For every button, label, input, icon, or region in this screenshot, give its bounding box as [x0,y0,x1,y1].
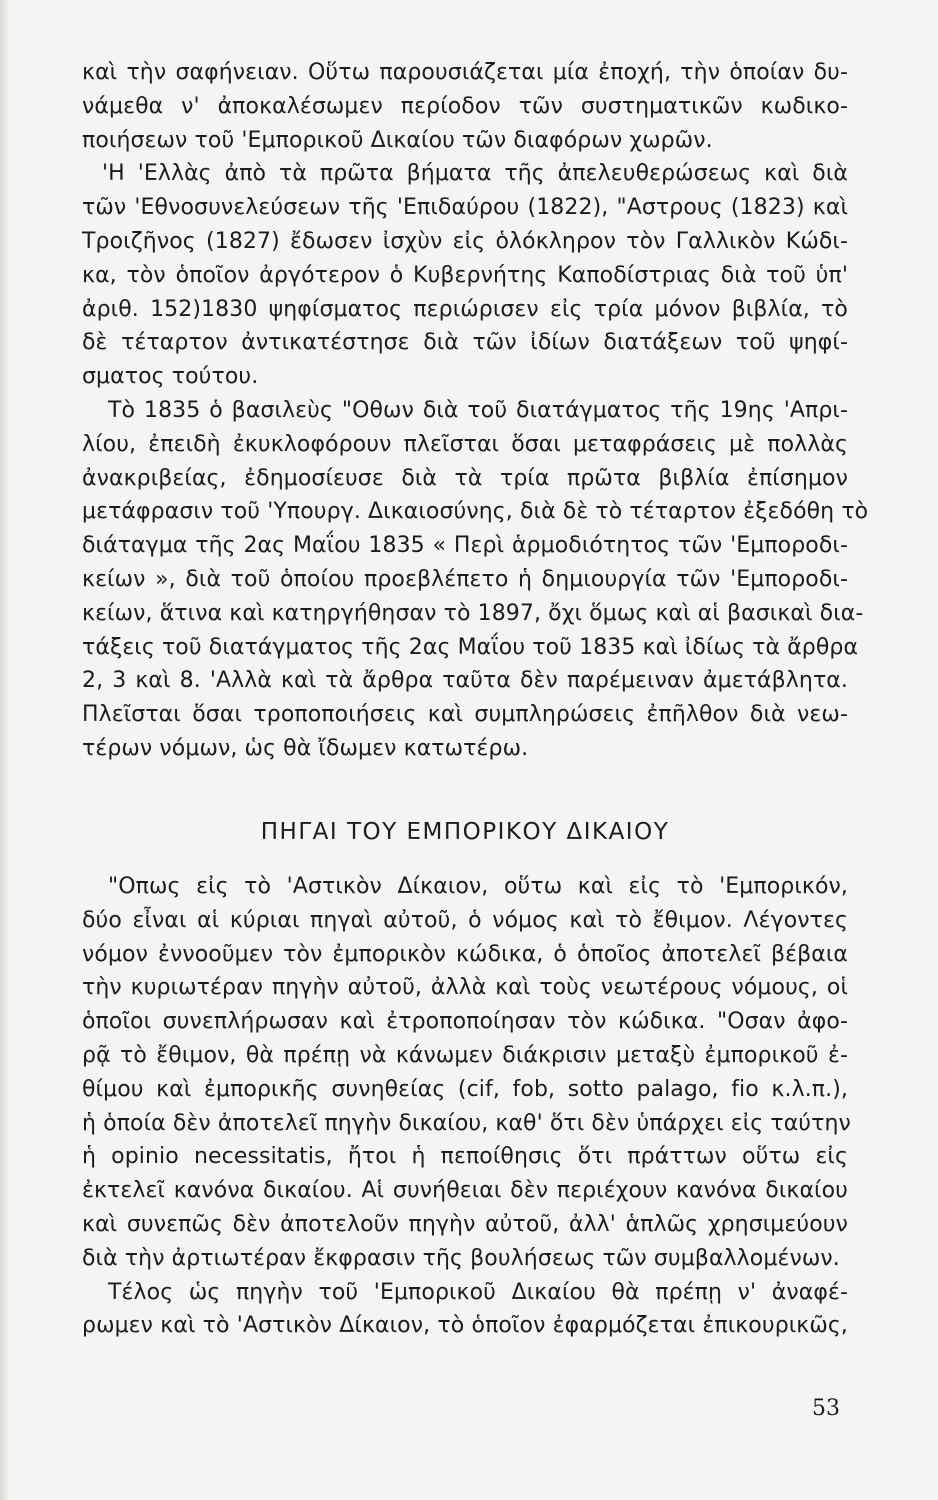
section-heading-block [82,815,848,849]
text-line: ἡ ὁποία δὲν ἀποτελεῖ πηγὴν δικαίου, καθ' ὅτι δὲν ὑπάρχει εἰς ταύτην [82,1110,851,1136]
text-line: Τέλος ὡς πηγὴν τοῦ 'Εμπορικοῦ Δικαίου θὰ πρέπῃ ν' ἀναφέ- [108,1279,848,1305]
text-line: νόμον ἐννοοῦμεν τὸν ἐμπορικὸν κώδικα, ὁ ὁποῖος ἀποτελεῖ βέβαια [82,941,848,967]
text-line: διάταγμα τῆς 2ας Μαΐου 1835 « Περὶ ἁρμοδιότητος τῶν 'Εμποροδι- [82,533,848,559]
text-line: ἀριθ. 152)1830 ψηφίσματος περιώρισεν εἰς τρία μόνον βιβλία, τὸ [82,296,848,322]
text-line: ἀνακριβείας, ἐδημοσίευσε διὰ τὰ τρία πρῶτα βιβλία ἐπίσημον [82,465,848,491]
text-line: δύο εἶναι αἱ κύριαι πηγαὶ αὐτοῦ, ὁ νόμος καὶ τὸ ἔθιμον. Λέγοντες [82,907,848,933]
paragraph-5 [82,1276,848,1344]
text-line: 2, 3 καὶ 8. 'Αλλὰ καὶ τὰ ἄρθρα ταῦτα δὲν παρέμειναν ἀμετάβλητα. [82,668,848,694]
paragraph-2 [82,157,848,394]
text-line: ρᾷ τὸ ἔθιμον, θὰ πρέπῃ νὰ κάνωμεν διάκρισιν μεταξὺ ἐμπορικοῦ ἐ- [82,1042,848,1068]
text-line: μετάφρασιν τοῦ 'Υπουργ. Δικαιοσύνης, διὰ δὲ τὸ τέταρτον ἐξεδόθη τὸ [82,499,869,525]
text-line: τάξεις τοῦ διατάγματος τῆς 2ας Μαΐου τοῦ 1835 καὶ ἰδίως τὰ ἄρθρα [82,634,859,660]
text-line: Πλεῖσται ὅσαι τροποποιήσεις καὶ συμπληρώσεις ἐπῆλθον διὰ νεω- [82,702,848,728]
text-line: κείων, ἅτινα καὶ κατηργήθησαν τὸ 1897, ὄχι ὅμως καὶ αἱ βασικαὶ δια- [82,600,864,626]
text-line: Τροιζῆνος (1827) ἔδωσεν ἰσχὺν εἰς ὁλόκληρον τὸν Γαλλικὸν Κώδι- [82,228,848,254]
paragraph-1 [82,56,848,157]
text-line: διὰ τὴν ἀρτιωτέραν ἔκφρασιν τῆς βουλήσεως τῶν συμβαλλομένων. [82,1245,840,1271]
paragraph-3 [82,394,869,766]
text-line: ἡ opinio necessitatis, ἤτοι ἡ πεποίθησις ὅτι πράττων οὕτω εἰς [82,1144,848,1170]
page-edge-shadow [0,0,10,1500]
text-line: Τὸ 1835 ὁ βασιλεὺς "Οθων διὰ τοῦ διατάγματος τῆς 19ης 'Απρι- [108,397,848,423]
text-line: τὴν κυριωτέραν πηγὴν αὐτοῦ, ἀλλὰ καὶ τοὺς νεωτέρους νόμους, οἱ [82,975,848,1001]
text-line: ποιήσεων τοῦ 'Εμπορικοῦ Δικαίου τῶν διαφόρων χωρῶν. [82,127,713,153]
body-text-top [82,56,869,766]
text-line: τέρων νόμων, ὡς θὰ ἴδωμεν κατωτέρω. [82,735,529,761]
text-line: λίου, ἐπειδὴ ἐκυκλοφόρουν πλεῖσται ὅσαι μεταφράσεις μὲ πολλὰς [82,431,848,457]
section-heading: ΠΗΓΑΙ ΤΟΥ ΕΜΠΟΡΙΚΟΥ ΔΙΚΑΙΟΥ [260,819,670,845]
text-line: δὲ τέταρτον ἀντικατέστησε διὰ τῶν ἰδίων διατάξεων τοῦ ψηφί- [82,330,848,356]
text-line: κα, τὸν ὁποῖον ἀργότερον ὁ Κυβερνήτης Καποδίστριας διὰ τοῦ ὑπ' [82,262,848,288]
text-line: νάμεθα ν' ἀποκαλέσωμεν περίοδον τῶν συστηματικῶν κωδικο- [82,93,848,119]
text-line: ἐκτελεῖ κανόνα δικαίου. Αἱ συνήθειαι δὲν περιέχουν κανόνα δικαίου [82,1178,848,1204]
text-line: ὁποῖοι συνεπλήρωσαν καὶ ἐτροποποίησαν τὸν κώδικα. "Οσαν ἀφο- [82,1009,848,1035]
text-line: κείων », διὰ τοῦ ὁποίου προεβλέπετο ἡ δημιουργία τῶν 'Εμποροδι- [82,566,848,592]
text-line: θίμου καὶ ἐμπορικῆς συνηθείας (cif, fob, sotto palago, fio κ.λ.π.), [82,1076,848,1102]
text-line: 'Η 'Ελλὰς ἀπὸ τὰ πρῶτα βήματα τῆς ἀπελευθερώσεως καὶ διὰ [102,161,848,187]
text-line: καὶ τὴν σαφήνειαν. Οὕτω παρουσιάζεται μία ἐποχή, τὴν ὁποίαν δυ- [82,60,848,85]
text-line: ρωμεν καὶ τὸ 'Αστικὸν Δίκαιον, τὸ ὁποῖον ἐφαρμόζεται ἐπικουρικῶς, [82,1313,848,1339]
page-number: 53 [812,1396,840,1421]
text-line: σματος τούτου. [82,364,259,390]
body-text-bottom [82,870,851,1343]
text-line: "Οπως εἰς τὸ 'Αστικὸν Δίκαιον, οὕτω καὶ εἰς τὸ 'Εμπορικόν, [108,874,848,899]
paragraph-4 [82,870,851,1276]
text-line: τῶν 'Εθνοσυνελεύσεων τῆς 'Επιδαύρου (1822), "Αστρους (1823) καὶ [82,195,848,221]
text-line: καὶ συνεπῶς δὲν ἀποτελοῦν πηγὴν αὐτοῦ, ἀλλ' ἁπλῶς χρησιμεύουν [82,1211,848,1237]
